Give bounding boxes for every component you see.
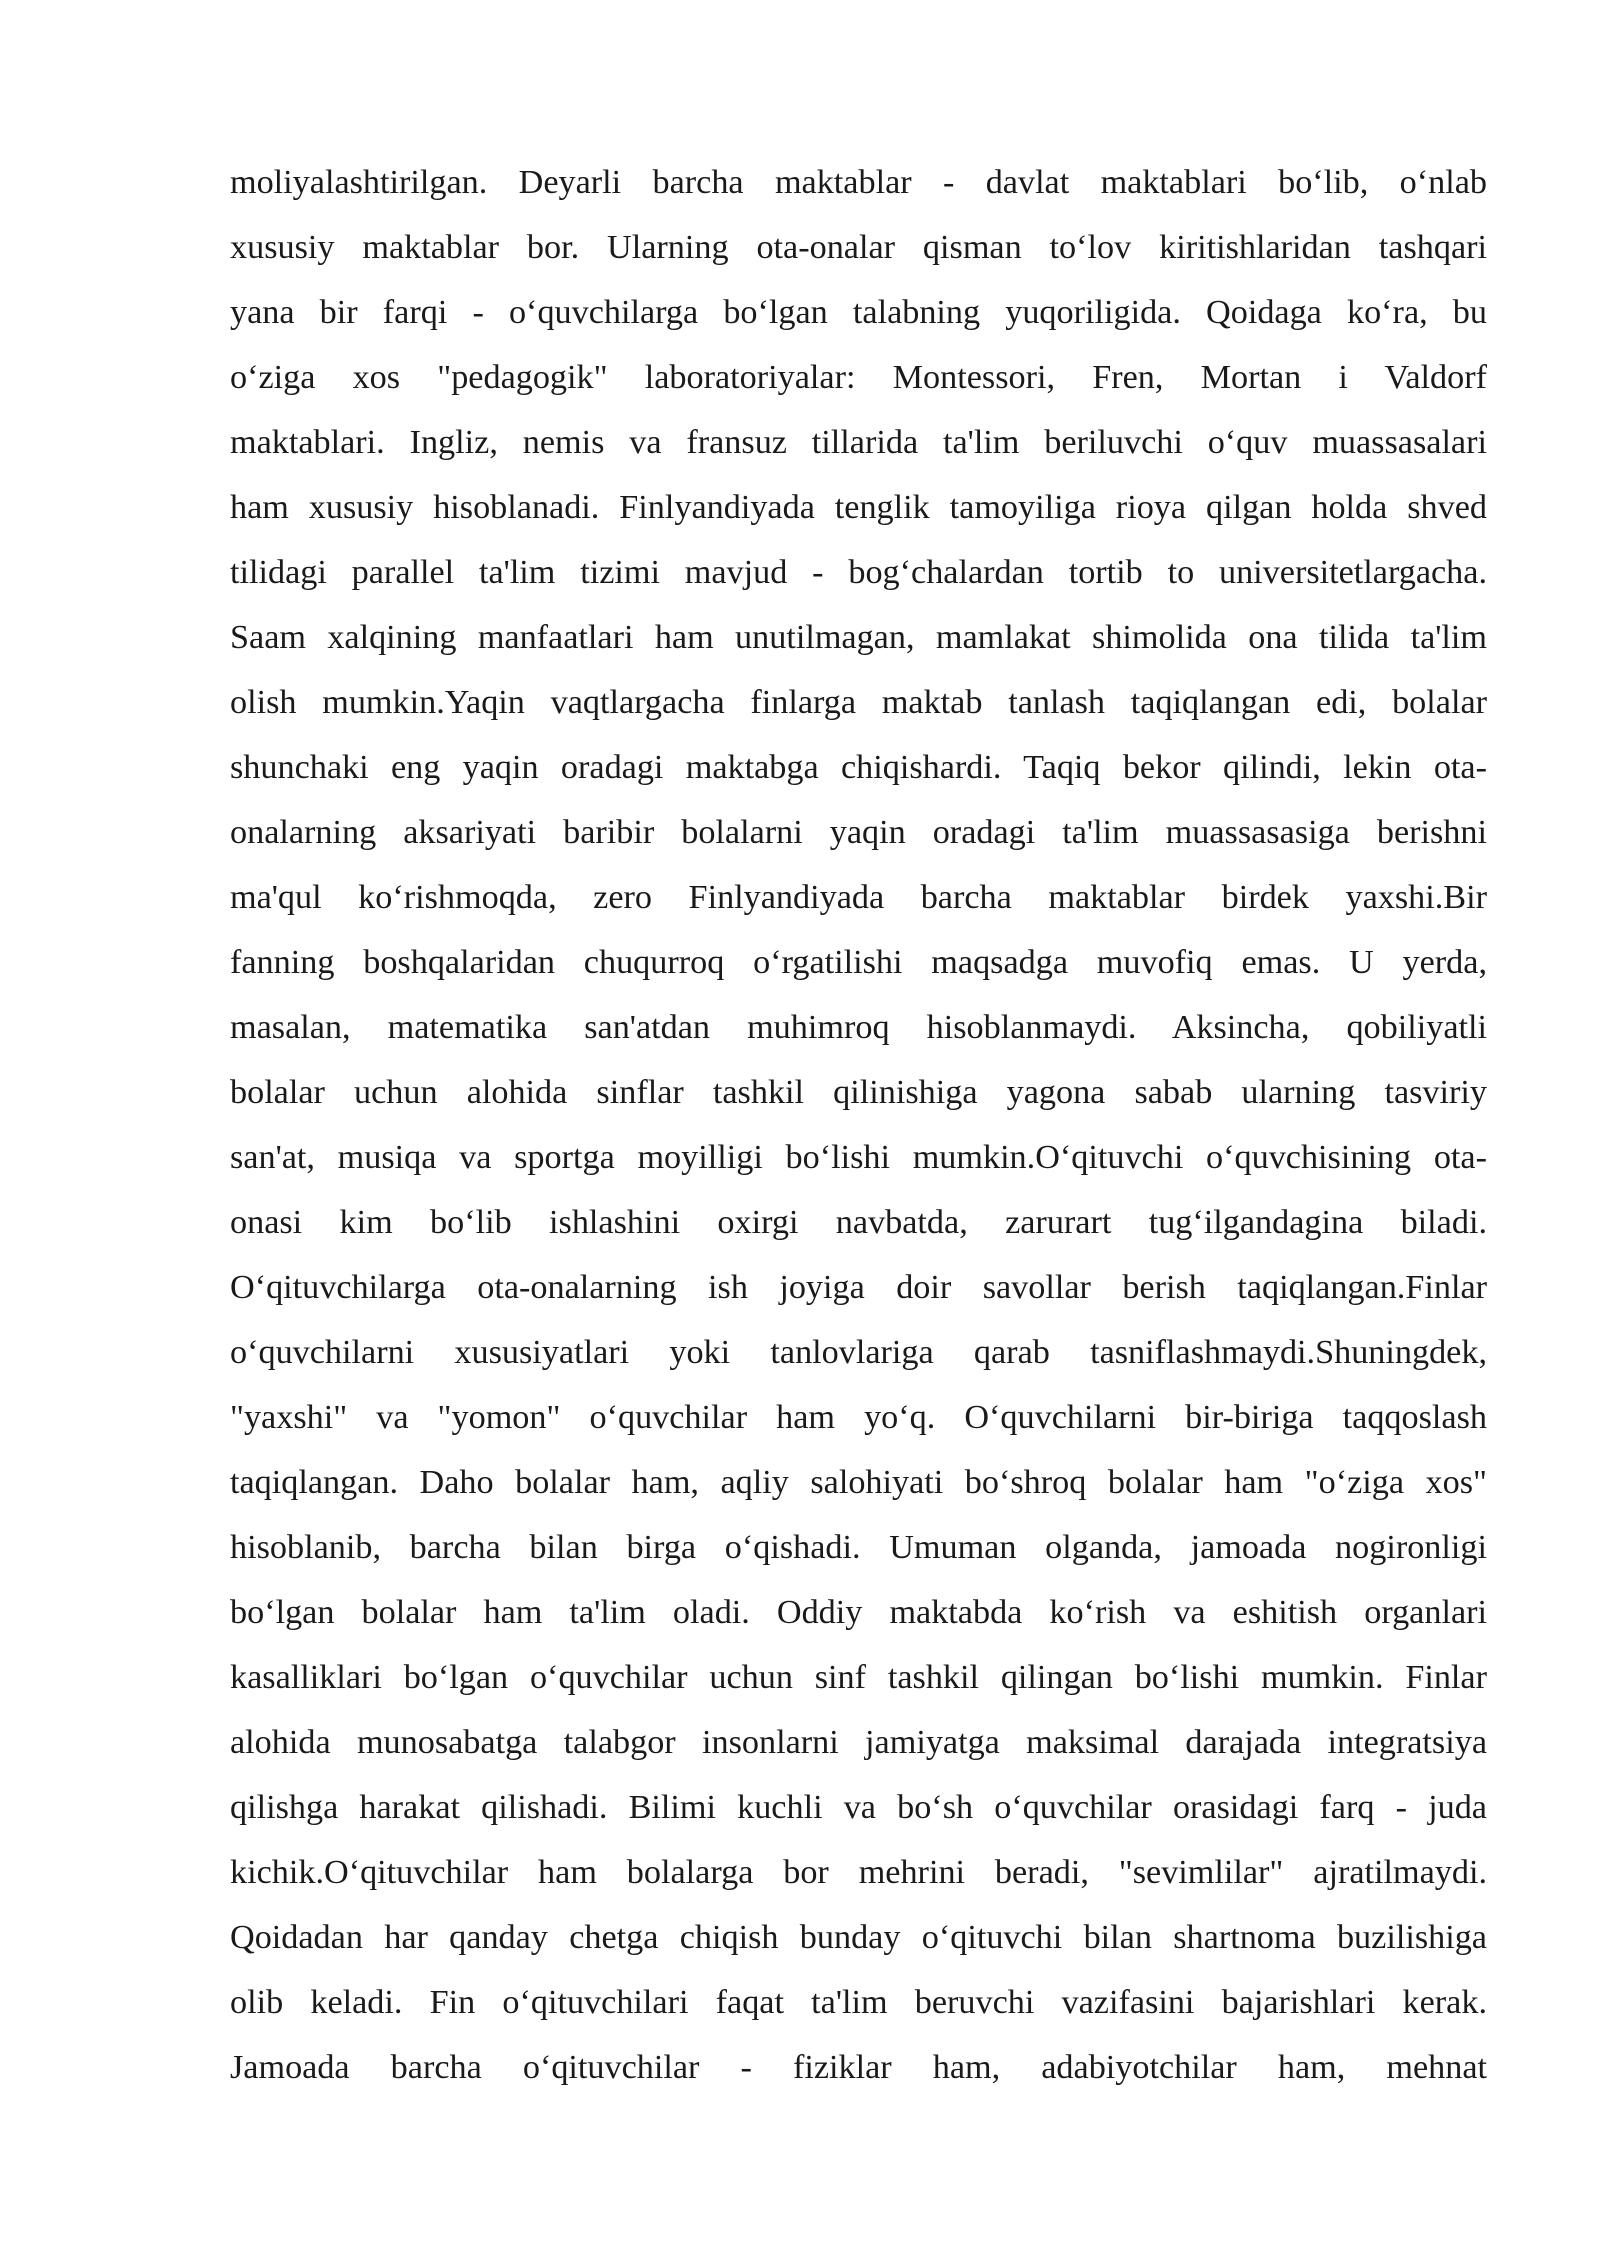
text-line: xususiy maktablar bor. Ularning ota-onalar qisman to‘lov kiritishlaridan tashqari — [230, 229, 1487, 266]
text-line: onalarning aksariyati baribir bolalarni yaqin oradagi ta'lim muassasasiga berishni — [230, 814, 1487, 851]
text-line: masalan, matematika san'atdan muhimroq hisoblanmaydi. Aksincha, qobiliyatli — [230, 1009, 1487, 1046]
text-line: ham xususiy hisoblanadi. Finlyandiyada tenglik tamoyiliga rioya qilgan holda shved — [230, 489, 1487, 526]
text-line: bo‘lgan bolalar ham ta'lim oladi. Oddiy maktabda ko‘rish va eshitish organlari — [230, 1594, 1487, 1631]
text-line: o‘ziga xos "pedagogik" laboratoriyalar: Montessori, Fren, Mortan i Valdorf — [230, 359, 1487, 396]
body-paragraph — [230, 150, 1487, 2100]
text-line: olish mumkin.Yaqin vaqtlargacha finlarga maktab tanlash taqiqlangan edi, bolalar — [230, 684, 1487, 721]
text-line: san'at, musiqa va sportga moyilligi bo‘lishi mumkin.O‘qituvchi o‘quvchisining ota- — [230, 1139, 1487, 1176]
text-line: taqiqlangan. Daho bolalar ham, aqliy salohiyati bo‘shroq bolalar ham "o‘ziga xos" — [230, 1464, 1487, 1501]
text-line: kasalliklari bo‘lgan o‘quvchilar uchun sinf tashkil qilingan bo‘lishi mumkin. Finlar — [230, 1659, 1487, 1696]
text-line: "yaxshi" va "yomon" o‘quvchilar ham yo‘q. O‘quvchilarni bir-biriga taqqoslash — [230, 1399, 1487, 1436]
text-line: bolalar uchun alohida sinflar tashkil qilinishiga yagona sabab ularning tasviriy — [230, 1074, 1487, 1111]
text-line: alohida munosabatga talabgor insonlarni jamiyatga maksimal darajada integratsiya — [230, 1724, 1487, 1761]
text-line: Qoidadan har qanday chetga chiqish bunday o‘qituvchi bilan shartnoma buzilishiga — [230, 1919, 1487, 1956]
text-line: tilidagi parallel ta'lim tizimi mavjud - bog‘chalardan tortib to universitetlargacha. — [230, 554, 1487, 591]
text-line: kichik.O‘qituvchilar ham bolalarga bor mehrini beradi, "sevimlilar" ajratilmaydi. — [230, 1854, 1487, 1891]
text-line: shunchaki eng yaqin oradagi maktabga chiqishardi. Taqiq bekor qilindi, lekin ota- — [230, 749, 1487, 786]
text-line: olib keladi. Fin o‘qituvchilari faqat ta'lim beruvchi vazifasini bajarishlari kerak. — [230, 1984, 1487, 2021]
text-line: Saam xalqining manfaatlari ham unutilmagan, mamlakat shimolida ona tilida ta'lim — [230, 619, 1487, 656]
text-line: Jamoada barcha o‘qituvchilar - fiziklar ham, adabiyotchilar ham, mehnat — [230, 2049, 1487, 2086]
text-line: onasi kim bo‘lib ishlashini oxirgi navbatda, zarurart tug‘ilgandagina biladi. — [230, 1204, 1487, 1241]
text-line: yana bir farqi - o‘quvchilarga bo‘lgan talabning yuqoriligida. Qoidaga ko‘ra, bu — [230, 294, 1487, 331]
text-line: fanning boshqalaridan chuqurroq o‘rgatilishi maqsadga muvofiq emas. U yerda, — [230, 944, 1487, 981]
text-line: moliyalashtirilgan. Deyarli barcha maktablar - davlat maktablari bo‘lib, o‘nlab — [230, 164, 1487, 201]
text-line: O‘qituvchilarga ota-onalarning ish joyiga doir savollar berish taqiqlangan.Finlar — [230, 1269, 1487, 1306]
text-line: hisoblanib, barcha bilan birga o‘qishadi. Umuman olganda, jamoada nogironligi — [230, 1529, 1487, 1566]
text-line: ma'qul ko‘rishmoqda, zero Finlyandiyada barcha maktablar birdek yaxshi.Bir — [230, 879, 1487, 916]
text-line: qilishga harakat qilishadi. Bilimi kuchli va bo‘sh o‘quvchilar orasidagi farq - juda — [230, 1789, 1487, 1826]
text-line: maktablari. Ingliz, nemis va fransuz tillarida ta'lim beriluvchi o‘quv muassasalari — [230, 424, 1487, 461]
text-line: o‘quvchilarni xususiyatlari yoki tanlovlariga qarab tasniflashmaydi.Shuningdek, — [230, 1334, 1487, 1371]
